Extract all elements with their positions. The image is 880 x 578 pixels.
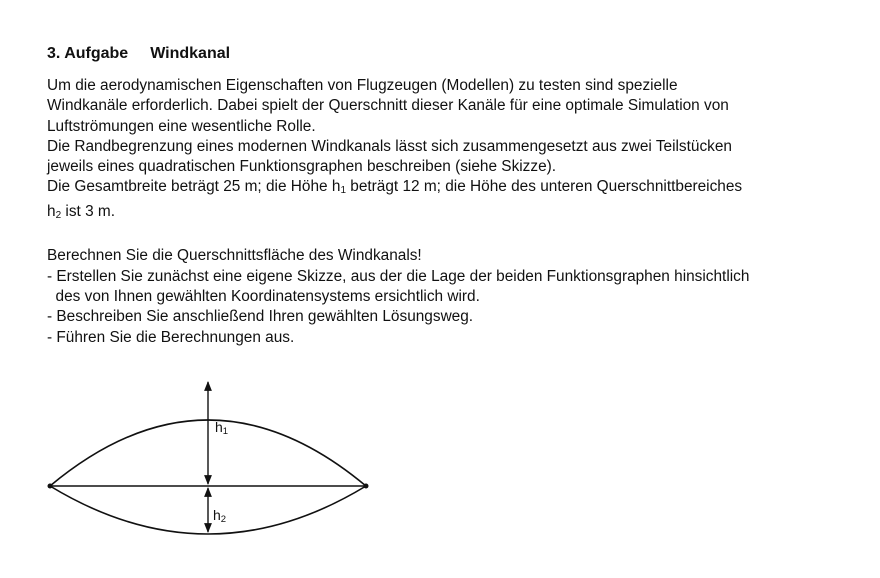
text-line: Berechnen Sie die Querschnittsfläche des Windkanals!: [47, 247, 422, 265]
right-point: [364, 484, 369, 489]
task-number: 3. Aufgabe: [47, 45, 129, 62]
text-line: - Erstellen Sie zunächst eine eigene Skizze, aus der die Lage der beiden Funktionsgraphen hinsichtlich: [47, 267, 750, 285]
task-heading: [47, 44, 230, 64]
text-line: Windkanäle erforderlich. Dabei spielt der Querschnitt dieser Kanäle für eine optimale Simulation von: [47, 97, 729, 115]
text-line: $h_2$ ist 3 m.: [47, 202, 115, 221]
task-text: [47, 76, 867, 348]
text-line: - Führen Sie die Berechnungen aus.: [47, 328, 295, 346]
text-line: jeweils eines quadratischen Funktionsgraphen beschreiben (siehe Skizze).: [47, 158, 557, 176]
blank-line: [47, 226, 867, 246]
text-line: Die Randbegrenzung eines modernen Windkanals lässt sich zusammengesetzt aus zwei Teilstücken: [47, 137, 732, 155]
cross-section-sketch: [0, 360, 420, 560]
left-point: [48, 484, 53, 489]
task-title: Windkanal: [150, 45, 231, 62]
text-line: Die Gesamtbreite beträgt 25 m; die Höhe $h_1$ beträgt 12 m; die Höhe des unteren Querschnittbereiches: [47, 178, 743, 197]
text-line: des von Ihnen gewählten Koordinatensystems ersichtlich wird.: [47, 287, 480, 305]
sketch-svg: [0, 360, 420, 560]
h2-label: h2: [213, 507, 227, 525]
text-line: Um die aerodynamischen Eigenschaften von Flugzeugen (Modellen) zu testen sind spezielle: [47, 77, 678, 94]
text-line: Luftströmungen eine wesentliche Rolle.: [47, 117, 316, 135]
text-line: - Beschreiben Sie anschließend Ihren gewählten Lösungsweg.: [47, 308, 474, 326]
h1-label: h1: [215, 419, 229, 437]
